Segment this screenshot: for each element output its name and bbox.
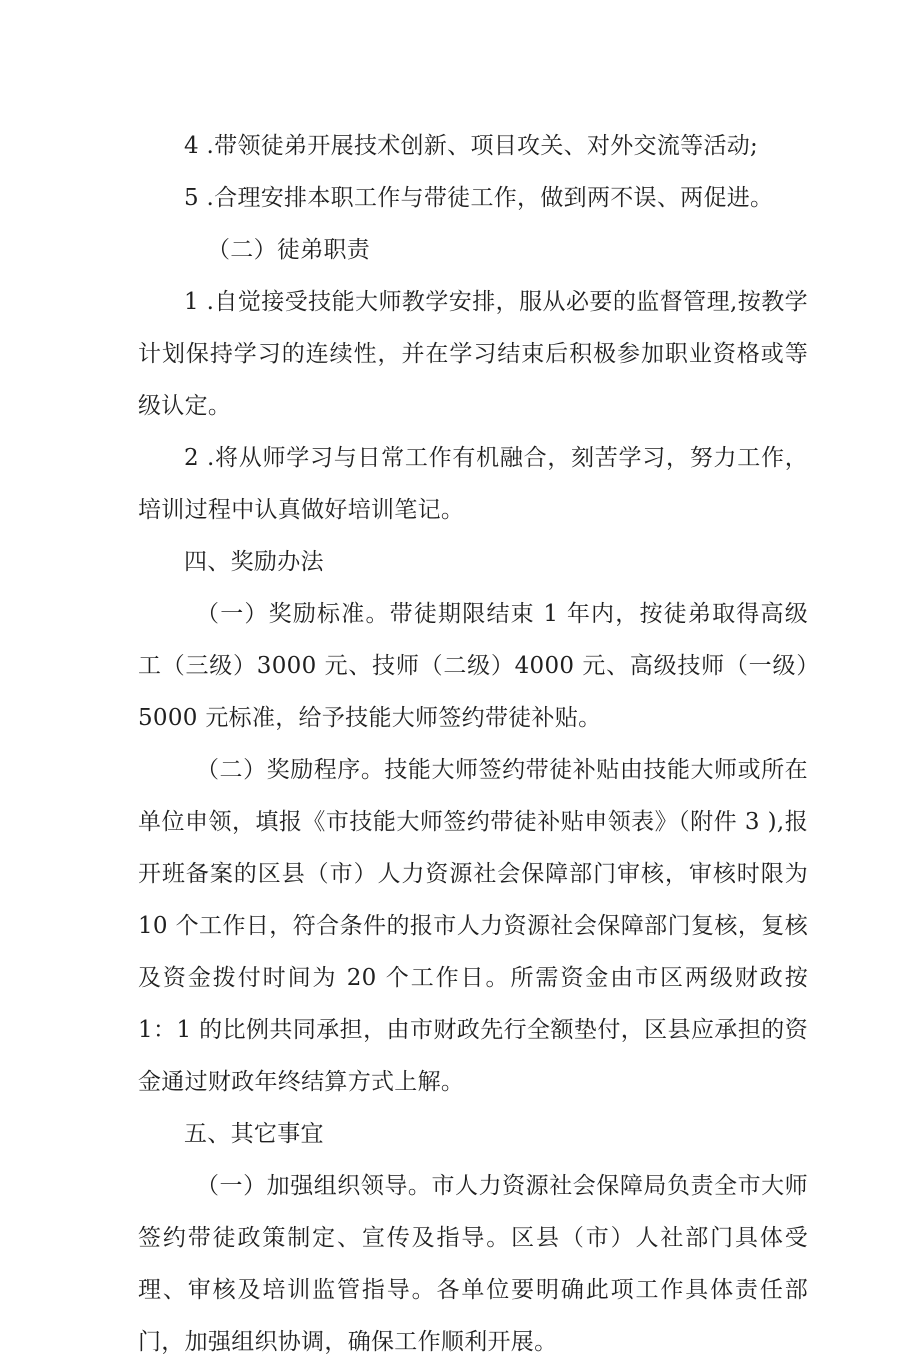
section-apprentice-duties-heading: （二）徒弟职责	[207, 237, 371, 263]
item-5-mentor-duty: 5 .合理安排本职工作与带徒工作，做到两不误、两促进。	[184, 185, 774, 211]
item-1-apprentice-duty: 1 .自觉接受技能大师教学安排，服从必要的监督管理,按教学计划保持学习的连续性，并在学习结束后积极参加职业资格或等级认定。	[138, 289, 808, 419]
section-four-heading: 四、奖励办法	[184, 549, 324, 575]
item-2-apprentice-duty: 2 .将从师学习与日常工作有机融合，刻苦学习，努力工作，培训过程中认真做好培训笔记。	[138, 445, 808, 523]
organization-leadership-paragraph: （一）加强组织领导。市人力资源社会保障局负责全市大师签约带徒政策制定、宣传及指导。区县（市）人社部门具体受理、审核及培训监管指导。各单位要明确此项工作具体责任部门，加强组织协调，确保工作顺利开展。	[138, 1173, 808, 1355]
item-4-mentor-duty: 4 .带领徒弟开展技术创新、项目攻关、对外交流等活动;	[184, 133, 759, 159]
section-five-heading: 五、其它事宜	[184, 1121, 324, 1147]
reward-standard-paragraph: （一）奖励标准。带徒期限结束 1 年内，按徒弟取得高级工（三级）3000 元、技师（二级）4000 元、高级技师（一级）5000 元标准，给予技能大师签约带徒补贴。	[138, 601, 808, 731]
reward-procedure-paragraph: （二）奖励程序。技能大师签约带徒补贴由技能大师或所在单位申领，填报《市技能大师签约带徒补贴申领表》（附件 3 ),报开班备案的区县（市）人力资源社会保障部门审核，审核时限为 10 个工作日，符合条件的报市人力资源社会保障部门复核，复核及资金拨付时间为 20 个工作日。所需资金由市区两级财政按 1：1 的比例共同承担，由市财政先行全额垫付，区县应承担的资金通过财政年终结算方式上解。	[138, 757, 808, 1095]
